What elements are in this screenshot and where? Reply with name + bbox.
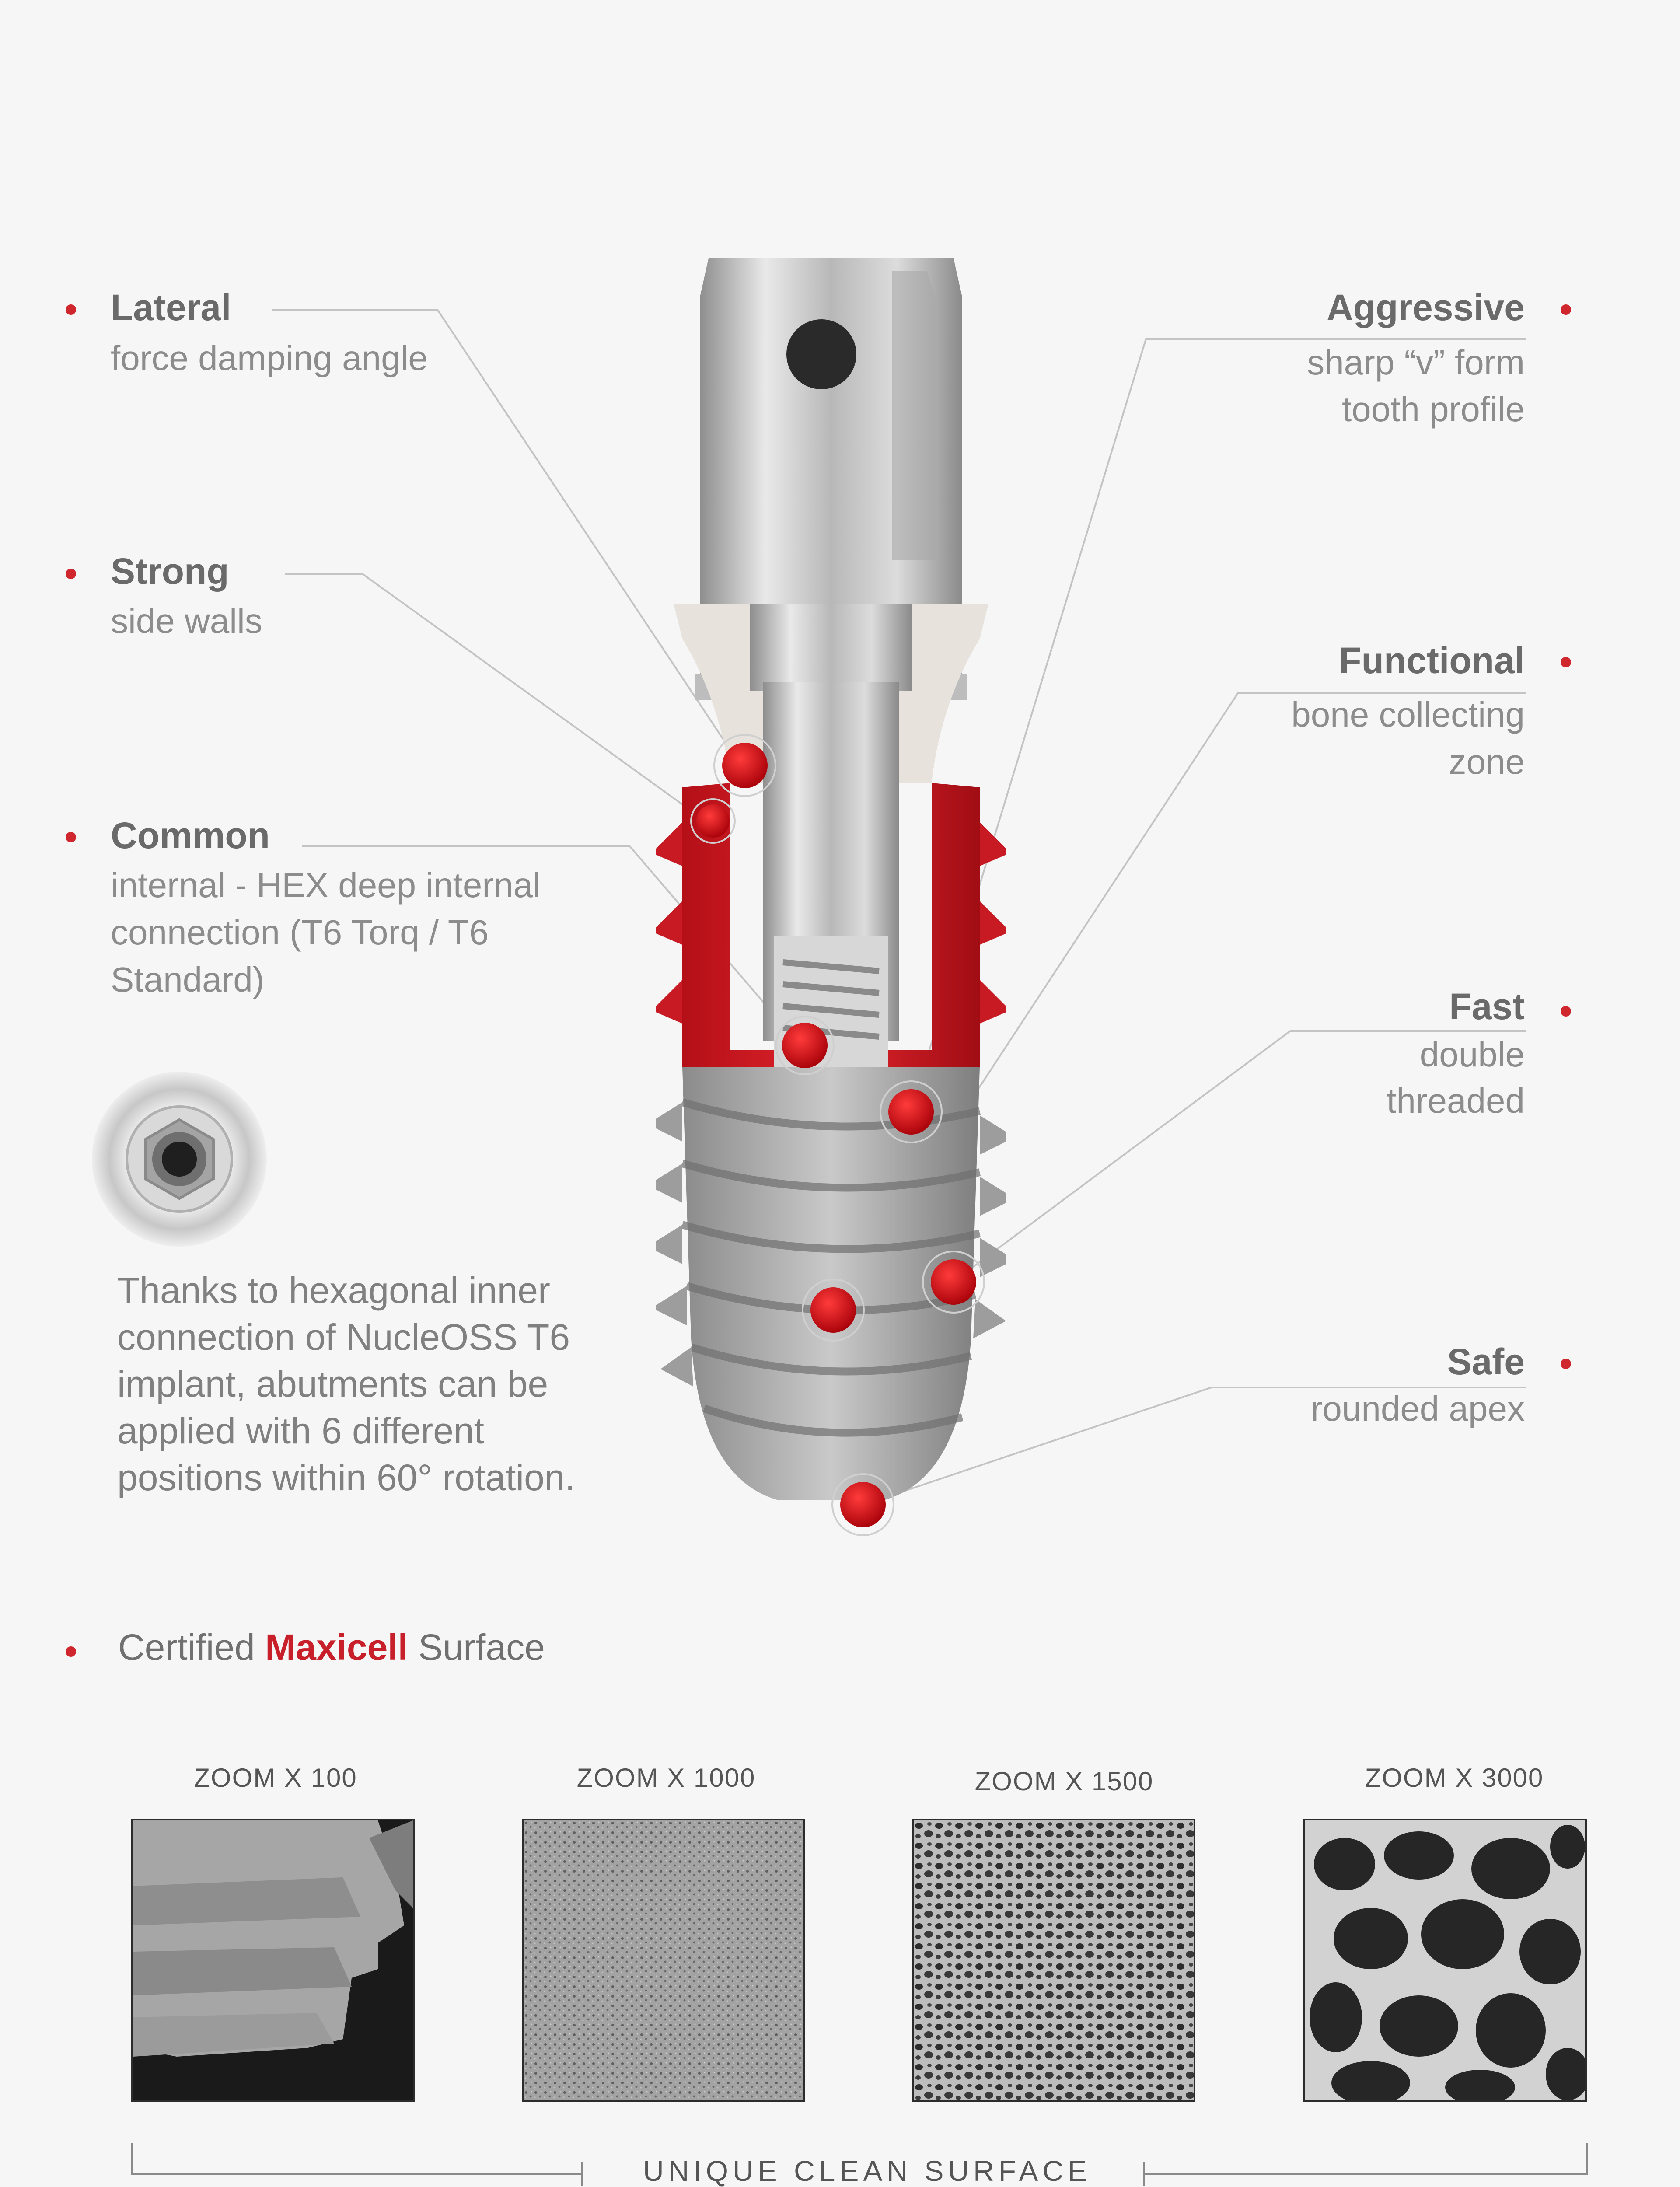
feature-title-fast: Fast (1449, 986, 1525, 1027)
feature-desc-lateral: force damping angle (111, 339, 428, 377)
zoom-image-1500 (912, 1819, 1195, 2102)
implant-illustration (656, 245, 1006, 1548)
bullet-strong (66, 569, 76, 579)
certified-suffix: Surface (418, 1627, 545, 1668)
zoom-3000-sem-picture (1305, 1820, 1585, 2100)
feature-desc-safe: rounded apex (1310, 1389, 1525, 1428)
feature-title-lateral: Lateral (111, 287, 231, 328)
bullet-certified (66, 1646, 76, 1657)
feature-desc-aggressive-line2: tooth profile (1341, 390, 1525, 429)
zoom-image-3000 (1303, 1819, 1587, 2102)
bullet-aggressive (1561, 304, 1571, 315)
zoom-100-sem-picture (133, 1820, 413, 2100)
feature-title-safe: Safe (1447, 1341, 1525, 1382)
bullet-lateral (66, 304, 76, 315)
zoom-1500-sem-picture (914, 1820, 1194, 2100)
zoom-label-3000: ZOOM X 3000 (1365, 1763, 1544, 1792)
feature-desc-functional-line2: zone (1449, 742, 1525, 781)
feature-title-functional: Functional (1339, 640, 1525, 681)
feature-title-strong: Strong (111, 551, 229, 592)
zoom-1000-sem-picture (524, 1820, 803, 2100)
bullet-fast (1561, 1006, 1571, 1017)
feature-desc-strong: side walls (111, 601, 262, 640)
certified-heading (118, 1626, 545, 1669)
zoom-image-100 (131, 1819, 415, 2102)
hex-connection-note: Thanks to hexagonal inner connection of NucleOSS T6 implant, abutments can be applied with 6 different positions within 60° rotation. (117, 1270, 575, 1498)
bullet-safe (1561, 1359, 1571, 1369)
bullet-common (66, 832, 76, 842)
zoom-label-1000: ZOOM X 1000 (576, 1763, 756, 1792)
feature-desc-functional-line1: bone collecting (1291, 695, 1525, 734)
certified-brand: Maxicell (265, 1627, 408, 1668)
feature-desc-common: internal - HEX deep internal connection (T6 Torq / T6 Standard) (111, 866, 541, 999)
zoom-image-1000 (522, 1819, 805, 2102)
hex-connection-image (87, 1067, 271, 1251)
certified-prefix: Certified (118, 1627, 255, 1668)
bullet-functional (1561, 657, 1571, 667)
feature-desc-aggressive-line1: sharp “v” form (1307, 343, 1525, 382)
feature-desc-fast-line1: double (1419, 1035, 1525, 1074)
feature-title-aggressive: Aggressive (1327, 287, 1525, 328)
zoom-label-1500: ZOOM X 1500 (974, 1767, 1154, 1796)
feature-desc-fast-line2: threaded (1387, 1081, 1525, 1120)
feature-title-common: Common (111, 815, 270, 856)
unique-clean-surface-label: UNIQUE CLEAN SURFACE (643, 2155, 1092, 2187)
zoom-label-100: ZOOM X 100 (194, 1763, 357, 1792)
